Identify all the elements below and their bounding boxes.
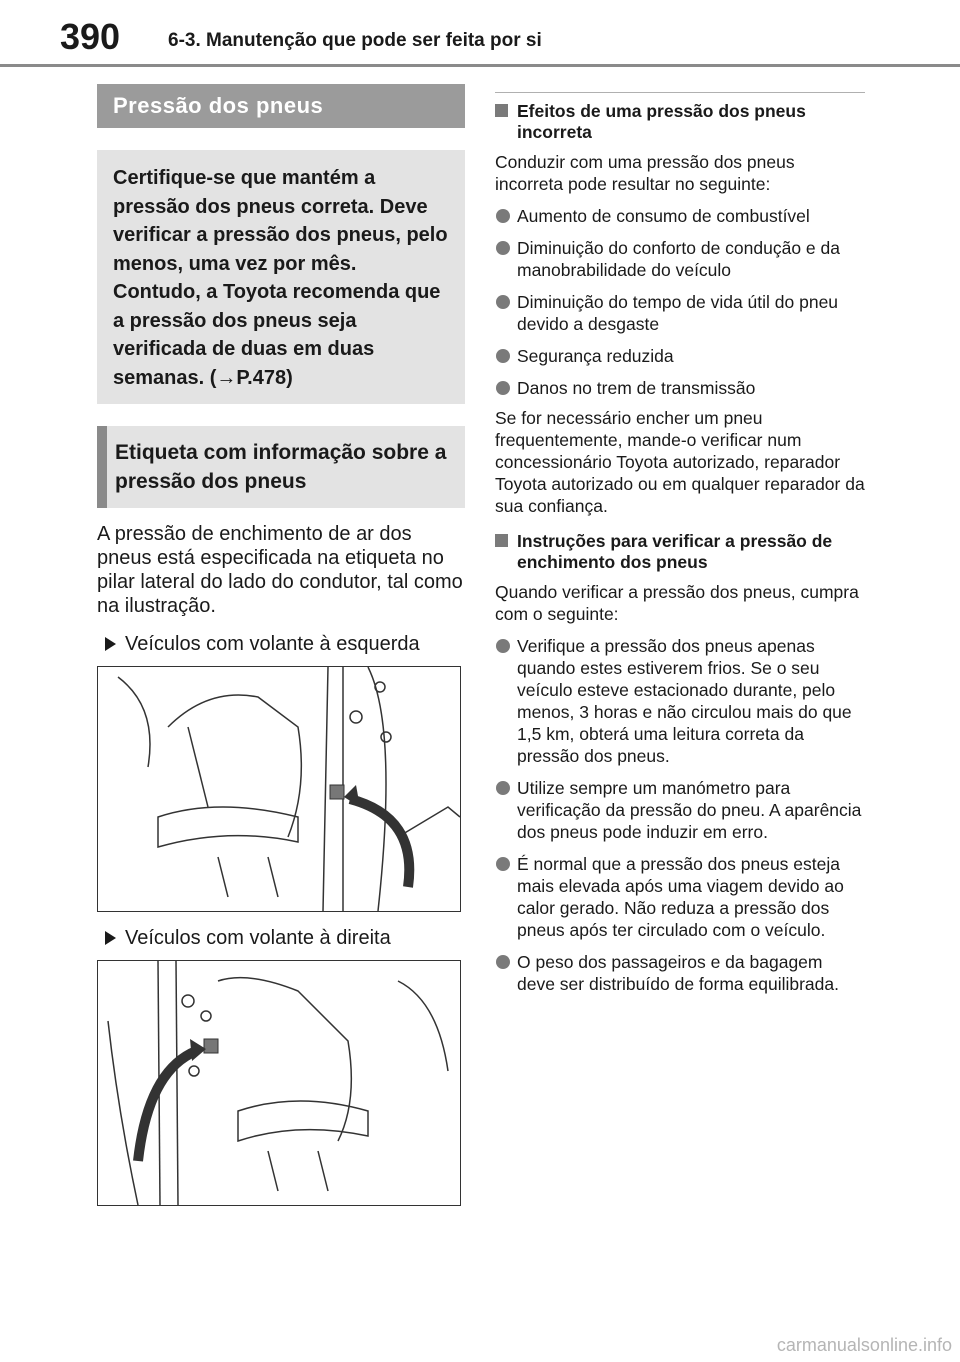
right-column [495, 92, 865, 995]
effects-intro: Conduzir com uma pressão dos pneus incorreta pode resultar no seguinte: [495, 152, 795, 194]
list-item: O peso dos passageiros e da bagagem deve ser distribuído de forma equilibrada. [495, 951, 865, 995]
item-left-hand-drive: Veículos com volante à esquerda [97, 632, 465, 656]
list-item: Diminuição do conforto de condução e da manobrabilidade do veículo [495, 237, 865, 281]
list-item: É normal que a pressão dos pneus esteja mais elevada após uma viagem devido ao calor gerado. Não reduza a pressão dos pneus após ter circulado com o veículo. [495, 853, 865, 941]
seat-pillar-illustration-lhd [98, 667, 460, 911]
figure-left-hand-drive [97, 666, 461, 912]
heading-incorrect-pressure-effects: Efeitos de uma pressão dos pneus incorreta [495, 101, 865, 143]
list-item: Diminuição do tempo de vida útil do pneu devido a desgaste [495, 291, 865, 335]
label-paragraph: A pressão de enchimento de ar dos pneus está especificada na etiqueta no pilar lateral do lado do condutor, tal como na ilustração. [97, 523, 463, 617]
header-rule [0, 64, 960, 67]
right-column-rule [495, 92, 865, 93]
intro-box: Certifique-se que mantém a pressão dos pneus correta. Deve verificar a pressão dos pneus, pelo menos, uma vez por mês. Contudo, a Toyota recomenda que a pressão dos pneus seja verificada de duas em duas semanas. (→P.478) [97, 150, 465, 404]
watermark: carmanualsonline.info [776, 1335, 952, 1355]
item-right-hand-drive: Veículos com volante à direita [97, 926, 465, 950]
list-item: Aumento de consumo de combustível [495, 205, 865, 227]
main-heading-bar [97, 84, 465, 128]
heading-pressure-check-instructions: Instruções para verificar a pressão de enchimento dos pneus [495, 531, 865, 573]
instructions-intro: Quando verificar a pressão dos pneus, cumpra com o seguinte: [495, 582, 859, 624]
seat-pillar-illustration-rhd [98, 961, 460, 1205]
page-number: 390 [60, 16, 121, 57]
list-item: Danos no trem de transmissão [495, 377, 865, 399]
effects-outro: Se for necessário encher um pneu frequentemente, mande-o verificar num concessionário Toyota autorizado, reparador Toyota autorizado ou em qualquer reparador da sua confiança. [495, 408, 865, 516]
figure-right-hand-drive [97, 960, 461, 1206]
section-title: 6-3. Manutenção que pode ser feita por si [168, 30, 542, 51]
main-heading: Pressão dos pneus [113, 93, 324, 118]
list-item: Segurança reduzida [495, 345, 865, 367]
list-item: Utilize sempre um manómetro para verificação da pressão do pneu. A aparência dos pneus pode induzir em erro. [495, 777, 865, 843]
left-column [97, 84, 465, 1206]
list-item: Verifique a pressão dos pneus apenas quando estes estiverem frios. Se o seu veículo esteve estacionado durante, pelo menos, 3 horas e não circulou mais do que 1,5 km, obterá uma leitura correta da pressão dos pneus. [495, 635, 865, 767]
subheading-label-info: Etiqueta com informação sobre a pressão dos pneus [97, 426, 465, 508]
